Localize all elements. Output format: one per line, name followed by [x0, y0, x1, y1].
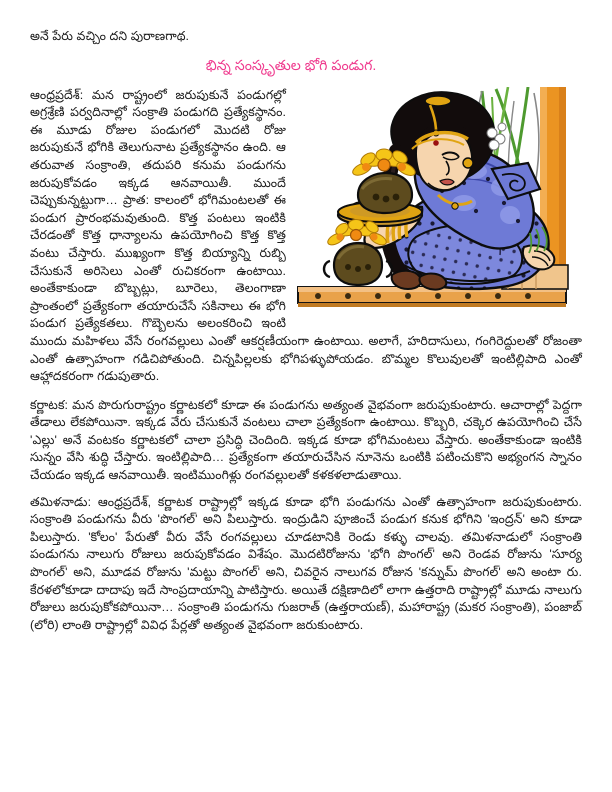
paragraph-karnataka: కర్ణాటక: మన పొరుగురాష్ట్రం కర్ణాటకలో కూడా ఈ పండుగను అత్యంత వైభవంగా జరుపుకుంటారు. ఆచారాల్లో పెద్దగా తేడాలు లేకపోయినా. ఇక్కడ వేరు చేసుకునే వంటలు చాలా ప్రత్యేకంగా ఉంటాయి. కొబ్బరి, చక్కెర ఉపయోగించి చేసే 'ఎల్లు' అనే వంటకం కర్ణాటకలో చాలా ప్రసిద్ధి చెందింది. ఇక్కడ కూడా భోగిమంటలు వేస్తారు. అంతేకాకుండా ఇంటికి సున్నం వేసి శుద్ధి చేస్తారు. ఇంటిల్లిపాది… ప్రత్యేకంగా తయారుచేసిన నూనెను ఒంటికి పటించుకొని అభ్యంగన స్నానం చేయడం ఇక్కడ ఆనవాయితీ. ఇంటిముంగిళ్లు రంగవల్లులతో కళకళలాడుతాయి.	[30, 397, 582, 483]
illustration-svg	[296, 87, 582, 325]
bhogi-festival-illustration	[296, 87, 582, 325]
paragraph-tamilnadu: తమిళనాడు: ఆంధ్రప్రదేశ్, కర్ణాటక రాష్ట్రాల్లో ఇక్కడ కూడా భోగి పండుగను ఎంతో ఉత్సాహంగా జరుపుకుంటారు. సంక్రాంతి పండుగను వీరు 'పొంగల్' అని పిలుస్తారు. ఇంద్రుడిని పూజించే పండుగ కనుక భోగిని 'ఇంద్రన్' అని కూడా పిలుస్తారు. 'కోలం' పేరుతో వీరు వేసే రంగవల్లులు చూడటానికి రెండు కళ్ళు చాలవు. తమిళనాడులో సంక్రాంతి పండుగను నాలుగు రోజులు జరుపుకోవడం విశేషం. మొదటిరోజును 'భోగి పొంగల్' అని రెండవ రోజును 'సూర్య పొంగల్' అని, మూడవ రోజును 'మట్టు పొంగల్' అని, చివరైన నాలుగవ రోజున 'కన్నుమ్ పొంగల్' అని అంటా రు. కేరళలోకూడా దాదాపు ఇదే సాంప్రదాయాన్ని పాటిస్తారు. అయితే దక్షిణాదిలో లాగా ఉత్తరాది రాష్ట్రాల్లో మూడు నాలుగు రోజులు జరుపుకోకపోయినా… సంక్రాంతి పండుగను గుజరాత్ (ఉత్తరాయణ్), మహారాష్ట్ర (మకర సంక్రాంతి), పంజాబ్ (లోరి) లాంతి రాష్ట్రాల్లో వివిధ పేర్లతో అత్యంత వైభవంగా జరుకుంటారు.	[30, 494, 582, 632]
page-content	[30, 28, 582, 636]
lead-paragraph: అనే పేరు వచ్చిం దని పురాణగాథ.	[30, 29, 190, 43]
paragraph-andhra: ఆంధ్రప్రదేశ్: మన రాష్ట్రంలో జరుపుకునే పండుగల్లో అగ్రశ్రేణి పర్వదినాల్లో సంక్రాతి పండుగది ప్రత్యేకస్థానం. ఈ మూడు రోజుల పండుగలో మొదటి రోజు జరుపుకునే భోగికి తెలుగునాట ప్రత్యేకస్థానం ఉంది. ఆ తరువాత సంక్రాంతి, తదుపరి కనుమ పండుగను జరుపుకోవడం ఇక్కడ ఆనవాయితీ. ముందే చెప్పుకున్నట్టుగా… ప్రాత: కాలంలో భోగిమంటలతో ఈ పండుగ ప్రారంభమవుతుంది. కొత్త పంటలు ఇంటికి చేరడంతో కొత్త ధాన్యాలను ఉపయోగించి కొత్త కొత్త వంటు చేస్తారు. ముఖ్యంగా కొత్త బియ్యాన్ని రుబ్బి చేసుకునే అరిసెలు ఎంతో రుచికరంగా ఉంటాయి. అంతేకాకుండా బొబ్బట్లు, బూరెలు, తెలంగాణా ప్రాంతంలో ప్రత్యేకంగా తయారుచేసే సకినాలు ఈ భోగి పండుగ ప్రత్యేకతలు. గొబ్బెలను అలంకరించి ఇంటి ముందు మహిళలు వేసే రంగవల్లులు ఎంతో ఆకర్షణీయంగా ఉంటాయి. అలాగే, హరిదాసులు, గంగిరెద్దులతో రోజంతా ఎంతో ఉత్సాహంగా గడిచిపోతుంది. చిన్నపిల్లలకు భోగిపళ్ళుపోయడం. బొమ్మల కొలువులతో ఇంటిల్లిపాది ఎంతో ఆహ్లాదకరంగా గడుపుతారు.	[30, 87, 582, 384]
article-title: భిన్న సంస్కృతుల భోగి పండుగ.	[205, 57, 377, 74]
